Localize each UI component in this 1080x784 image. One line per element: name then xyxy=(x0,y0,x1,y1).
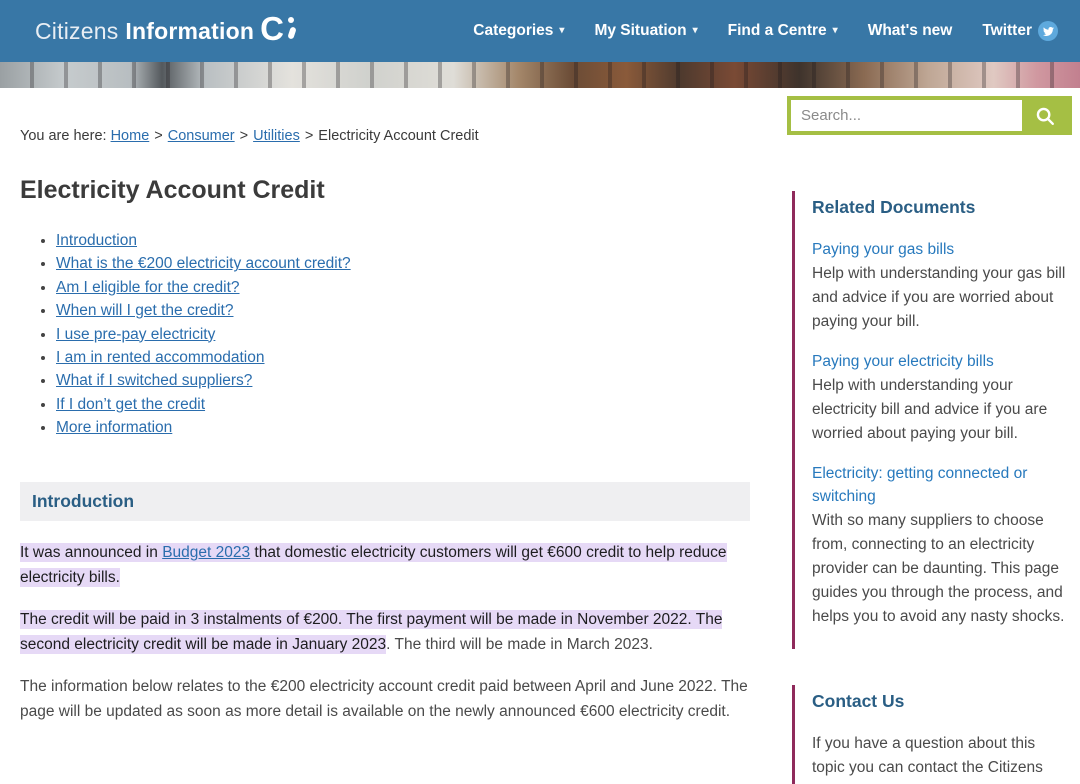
related-documents-heading: Related Documents xyxy=(812,197,976,217)
toc-link-pre-pay[interactable]: I use pre-pay electricity xyxy=(56,325,216,343)
related-doc-item xyxy=(812,462,1069,629)
breadcrumb-prefix: You are here: xyxy=(20,128,107,144)
breadcrumb-link-utilities[interactable]: Utilities xyxy=(253,128,300,144)
logo-text-information: Information xyxy=(125,17,255,44)
list-item xyxy=(56,252,750,275)
list-item xyxy=(56,276,750,299)
page-title: Electricity Account Credit xyxy=(20,176,325,204)
related-link-getting-connected[interactable]: Electricity: getting connected or switching xyxy=(812,465,1028,505)
chevron-down-icon: ▾ xyxy=(832,25,838,36)
related-doc-description: Help with understanding your electricity bill and advice if you are worried about paying your bill. xyxy=(812,377,1048,442)
toc-link-dont-get[interactable]: If I don’t get the credit xyxy=(56,395,206,413)
nav-item-my-situation[interactable]: My Situation ▾ xyxy=(594,22,698,39)
twitter-bird-icon xyxy=(1038,21,1058,41)
search-button[interactable] xyxy=(1022,100,1068,131)
table-of-contents xyxy=(56,229,750,440)
logo-text-citizens: Citizens xyxy=(35,17,119,44)
citizens-information-logo[interactable] xyxy=(35,10,296,48)
toc-link-switched[interactable]: What if I switched suppliers? xyxy=(56,372,253,390)
related-doc-description: Help with understanding your gas bill and advice if you are worried about paying your bill. xyxy=(812,265,1066,330)
main-column xyxy=(20,144,750,784)
list-item xyxy=(56,416,750,439)
intro-paragraph-3: The information below relates to the €200 electricity account credit paid between April and June 2022. The page will be updated as soon as more detail is available on the newly announced €600 electricity credit. xyxy=(20,677,748,720)
list-item xyxy=(56,323,750,346)
intro-paragraph-2: The credit will be paid in 3 instalments of €200. The first payment will be made in November 2022. The second electricity credit will be made in January 2023. The third will be made in March 2023. xyxy=(20,610,723,653)
nav-item-twitter[interactable]: Twitter xyxy=(982,21,1058,41)
toc-link-what-is-credit[interactable]: What is the €200 electricity account credit? xyxy=(56,255,351,273)
related-doc-item xyxy=(812,238,1069,334)
contact-us-heading: Contact Us xyxy=(812,691,905,711)
toc-link-rented[interactable]: I am in rented accommodation xyxy=(56,349,265,367)
breadcrumb-link-home[interactable]: Home xyxy=(110,128,150,144)
budget-2023-link[interactable]: Budget 2023 xyxy=(162,543,251,561)
intro-paragraph-1: It was announced in Budget 2023 that domestic electricity customers will get €600 credit to help reduce electricity bills. xyxy=(20,543,727,586)
section-header-introduction xyxy=(20,482,750,521)
list-item xyxy=(56,393,750,416)
nav-item-find-a-centre[interactable]: Find a Centre ▾ xyxy=(727,22,838,39)
search-bar xyxy=(787,96,1072,135)
toc-link-introduction[interactable]: Introduction xyxy=(56,232,137,249)
chevron-down-icon: ▾ xyxy=(692,25,698,36)
nav-item-categories[interactable]: Categories ▾ xyxy=(473,22,565,39)
search-input[interactable] xyxy=(791,100,1022,131)
toc-link-eligible[interactable]: Am I eligible for the credit? xyxy=(56,278,240,296)
chevron-down-icon: ▾ xyxy=(559,25,565,36)
contact-us-text: If you have a question about this topic you can contact the Citizens xyxy=(812,735,1043,776)
section-title: Introduction xyxy=(32,490,135,511)
ci-logo-icon: C xyxy=(260,14,296,48)
photo-banner xyxy=(0,62,1080,88)
list-item xyxy=(56,369,750,392)
sidebar xyxy=(792,191,1069,784)
site-header xyxy=(0,0,1080,62)
breadcrumb-link-consumer[interactable]: Consumer xyxy=(167,128,235,144)
list-item xyxy=(56,346,750,369)
nav-item-whats-new[interactable]: What's new xyxy=(867,22,953,39)
main-nav xyxy=(473,21,1058,41)
search-icon xyxy=(1034,105,1056,127)
list-item xyxy=(56,229,750,252)
breadcrumb-current: Electricity Account Credit xyxy=(318,128,479,144)
breadcrumb: You are here: Home > Consumer > Utilities > Electricity Account Credit xyxy=(20,128,479,144)
toc-link-when[interactable]: When will I get the credit? xyxy=(56,302,234,320)
toc-link-more-info[interactable]: More information xyxy=(56,419,173,437)
content-area xyxy=(0,144,1080,784)
contact-us-section xyxy=(792,685,1069,784)
related-link-gas-bills[interactable]: Paying your gas bills xyxy=(812,241,955,258)
related-link-electricity-bills[interactable]: Paying your electricity bills xyxy=(812,353,994,370)
related-doc-item xyxy=(812,350,1069,446)
list-item xyxy=(56,299,750,322)
related-doc-description: With so many suppliers to choose from, connecting to an electricity provider can be daunting. This page guides you through the process, and helps you to avoid any nasty shocks. xyxy=(812,512,1065,625)
related-documents-section xyxy=(792,191,1069,649)
